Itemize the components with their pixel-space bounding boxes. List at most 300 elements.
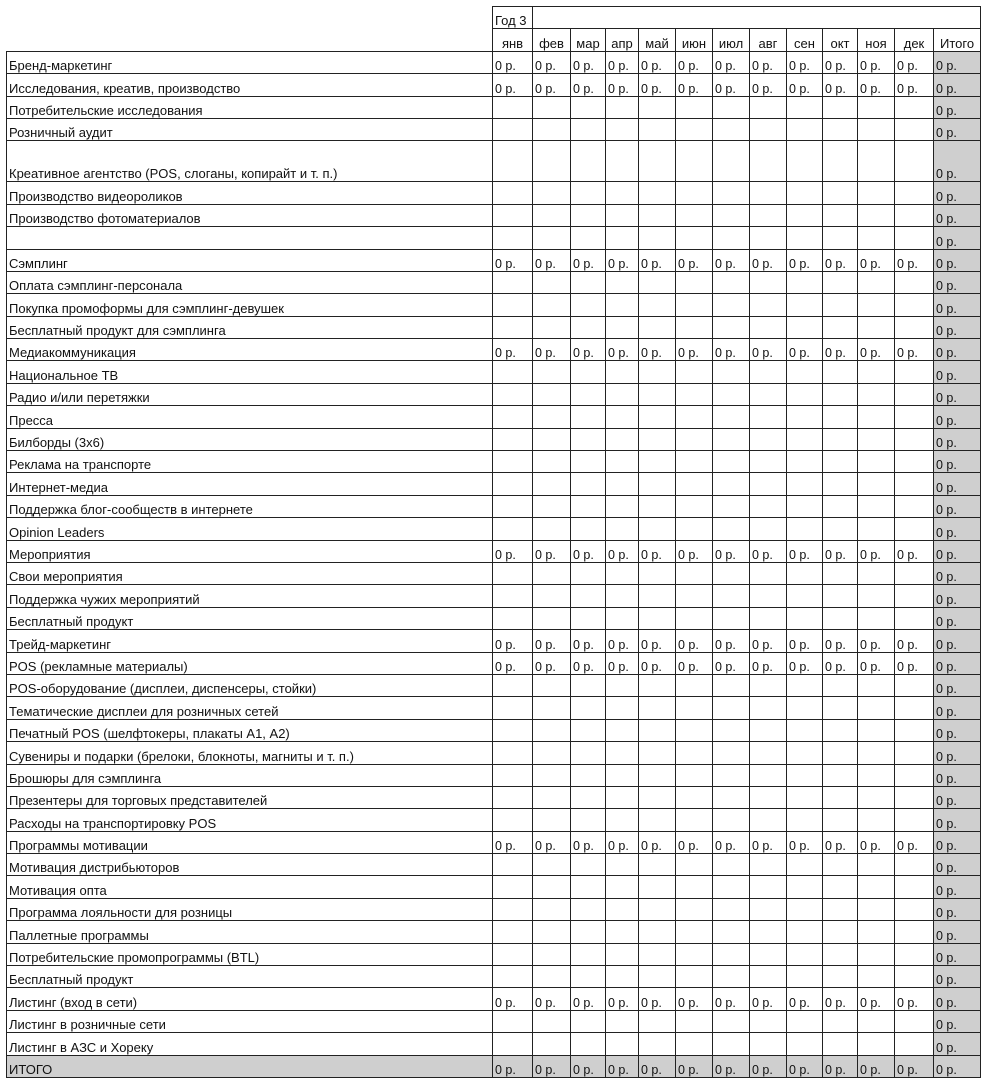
month-value [533,585,571,607]
month-value [493,854,533,876]
month-value [787,719,823,741]
month-value [895,562,934,584]
month-value [606,271,639,293]
month-value: 0 р. [533,1055,571,1077]
month-value: 0 р. [571,988,606,1010]
month-value [493,898,533,920]
row-total: 0 р. [934,764,981,786]
row-total: 0 р. [934,1010,981,1032]
month-value [858,854,895,876]
row-total: 0 р. [934,383,981,405]
month-value [823,1010,858,1032]
month-value [639,719,676,741]
month-value [858,227,895,249]
month-value: 0 р. [606,249,639,271]
table-row [7,742,981,764]
month-value: 0 р. [895,831,934,853]
month-value: 0 р. [493,1055,533,1077]
month-value: 0 р. [787,1055,823,1077]
month-value [493,697,533,719]
month-value [676,786,713,808]
month-value: 0 р. [606,540,639,562]
month-value [493,562,533,584]
month-value [676,96,713,118]
month-value [713,898,750,920]
month-value [895,674,934,696]
row-label: Медиакоммуникация [7,339,493,361]
month-value [493,294,533,316]
month-value [571,674,606,696]
month-value [606,428,639,450]
month-value [606,118,639,140]
month-value [750,227,787,249]
month-value [823,697,858,719]
table-row [7,141,981,182]
month-value [606,473,639,495]
month-value: 0 р. [858,988,895,1010]
month-value [571,383,606,405]
row-label: Билборды (3x6) [7,428,493,450]
table-row [7,51,981,73]
month-value [639,495,676,517]
month-value [571,876,606,898]
row-label: Производство видеороликов [7,182,493,204]
row-total: 0 р. [934,204,981,226]
month-value [858,473,895,495]
month-value [676,118,713,140]
month-value: 0 р. [639,540,676,562]
table-row [7,383,981,405]
month-value [606,876,639,898]
month-value [858,943,895,965]
row-label: Мероприятия [7,540,493,562]
row-label: Потребительские исследования [7,96,493,118]
month-value [895,809,934,831]
month-value [533,607,571,629]
month-value [750,141,787,182]
row-label: Поддержка блог-сообществ в интернете [7,495,493,517]
month-value [571,809,606,831]
row-label: POS-оборудование (дисплеи, диспенсеры, стойки) [7,674,493,696]
row-label: Покупка промоформы для сэмплинг-девушек [7,294,493,316]
month-value: 0 р. [713,630,750,652]
month-value [858,451,895,473]
month-value [823,118,858,140]
month-value [571,786,606,808]
month-value [493,674,533,696]
row-label: Интернет-медиа [7,473,493,495]
month-value [895,966,934,988]
row-label: Брошюры для сэмплинга [7,764,493,786]
month-value [493,451,533,473]
month-value [533,697,571,719]
month-value: 0 р. [787,339,823,361]
row-total: 0 р. [934,428,981,450]
month-value: 0 р. [787,988,823,1010]
month-value [533,473,571,495]
month-value [787,607,823,629]
month-value: 0 р. [895,652,934,674]
month-value [606,607,639,629]
month-value [676,854,713,876]
month-value [750,898,787,920]
month-value: 0 р. [713,988,750,1010]
month-value: 0 р. [639,51,676,73]
row-total: 0 р. [934,141,981,182]
month-value [895,764,934,786]
month-value [713,1010,750,1032]
row-label: Креативное агентство (POS, слоганы, копирайт и т. п.) [7,141,493,182]
month-value [533,96,571,118]
month-value: 0 р. [493,652,533,674]
row-label: Трейд-маркетинг [7,630,493,652]
month-value [713,1033,750,1055]
table-row [7,74,981,96]
month-value [858,1010,895,1032]
month-value: 0 р. [895,74,934,96]
month-value [895,294,934,316]
month-value [639,316,676,338]
month-value: 0 р. [858,630,895,652]
table-row [7,294,981,316]
row-total: 0 р. [934,921,981,943]
month-value: 0 р. [493,74,533,96]
month-value [858,182,895,204]
table-row [7,562,981,584]
table-row [7,1033,981,1055]
month-value [858,921,895,943]
month-value [895,921,934,943]
row-total: 0 р. [934,361,981,383]
month-value [713,921,750,943]
month-value [639,854,676,876]
month-value [750,943,787,965]
month-value [676,921,713,943]
month-value: 0 р. [750,652,787,674]
month-value [493,495,533,517]
month-value [493,809,533,831]
table-row [7,406,981,428]
month-value [713,294,750,316]
row-label: Печатный POS (шелфтокеры, плакаты А1, А2) [7,719,493,741]
row-total: 0 р. [934,898,981,920]
month-value [639,585,676,607]
month-value [533,921,571,943]
month-value [750,182,787,204]
month-value [571,697,606,719]
month-value: 0 р. [571,630,606,652]
row-total: 0 р. [934,316,981,338]
month-value [639,1033,676,1055]
row-label: Листинг в АЗС и Хореку [7,1033,493,1055]
row-label: Бесплатный продукт [7,966,493,988]
row-total: 0 р. [934,339,981,361]
month-value [858,383,895,405]
month-value [823,518,858,540]
month-value [533,966,571,988]
month-value [787,383,823,405]
month-value [895,361,934,383]
month-value: 0 р. [606,339,639,361]
month-value [571,316,606,338]
month-value [858,697,895,719]
month-value [571,898,606,920]
table-row [7,809,981,831]
table-row [7,495,981,517]
month-value [895,118,934,140]
month-value [858,742,895,764]
row-total: 0 р. [934,96,981,118]
row-total: 0 р. [934,831,981,853]
month-value [571,742,606,764]
month-value [493,966,533,988]
month-value [533,898,571,920]
row-label: Сувениры и подарки (брелоки, блокноты, магниты и т. п.) [7,742,493,764]
month-value [571,607,606,629]
month-value [676,406,713,428]
month-value: 0 р. [639,988,676,1010]
month-value [676,966,713,988]
month-value [676,361,713,383]
month-value [750,674,787,696]
month-value [676,742,713,764]
month-value [823,674,858,696]
month-value [571,141,606,182]
table-row [7,898,981,920]
month-value: 0 р. [858,1055,895,1077]
month-value [895,451,934,473]
month-value [533,406,571,428]
month-value [750,1010,787,1032]
month-value: 0 р. [571,51,606,73]
month-value [858,764,895,786]
month-value: 0 р. [895,51,934,73]
year-header-row [7,7,981,29]
month-value [533,1033,571,1055]
row-label: Бренд-маркетинг [7,51,493,73]
month-value [895,898,934,920]
month-value [571,294,606,316]
month-value [750,607,787,629]
table-row [7,339,981,361]
month-value [787,294,823,316]
month-value [895,719,934,741]
month-value [639,674,676,696]
month-value [823,141,858,182]
month-value [858,96,895,118]
month-value: 0 р. [895,630,934,652]
month-value [858,118,895,140]
row-label: Программы мотивации [7,831,493,853]
month-value [493,876,533,898]
month-value [823,809,858,831]
month-value: 0 р. [750,831,787,853]
month-value [713,943,750,965]
month-value [858,876,895,898]
month-value [533,943,571,965]
month-value [606,518,639,540]
month-value [606,898,639,920]
table-row [7,630,981,652]
row-label: Мотивация опта [7,876,493,898]
month-header: июн [676,29,713,51]
month-value [493,473,533,495]
table-row [7,518,981,540]
month-value [606,451,639,473]
month-value [571,854,606,876]
month-value [823,383,858,405]
month-value [823,898,858,920]
month-value: 0 р. [713,51,750,73]
month-value [823,361,858,383]
month-value [713,406,750,428]
month-value [676,943,713,965]
row-label: Презентеры для торговых представителей [7,786,493,808]
month-value [713,585,750,607]
month-value [787,943,823,965]
row-label: Программа лояльности для розницы [7,898,493,920]
month-value [823,495,858,517]
month-value [713,876,750,898]
month-value [639,428,676,450]
month-value [639,204,676,226]
month-value: 0 р. [713,831,750,853]
month-value [787,876,823,898]
month-value [533,742,571,764]
row-label: Opinion Leaders [7,518,493,540]
row-label: Радио и/или перетяжки [7,383,493,405]
row-label: POS (рекламные материалы) [7,652,493,674]
month-value: 0 р. [639,1055,676,1077]
month-value [895,742,934,764]
total-header: Итого [934,29,981,51]
month-value [823,854,858,876]
month-value [750,271,787,293]
month-value [639,876,676,898]
month-value: 0 р. [713,540,750,562]
row-label: Бесплатный продукт для сэмплинга [7,316,493,338]
month-value: 0 р. [676,652,713,674]
month-value [533,361,571,383]
table-row [7,585,981,607]
month-value: 0 р. [713,249,750,271]
month-value: 0 р. [750,339,787,361]
month-value [713,361,750,383]
month-value: 0 р. [639,339,676,361]
month-value [895,1010,934,1032]
row-total: 0 р. [934,697,981,719]
month-value [493,921,533,943]
month-value [639,518,676,540]
month-value: 0 р. [533,74,571,96]
month-value: 0 р. [823,988,858,1010]
table-row [7,831,981,853]
month-value [750,495,787,517]
month-value: 0 р. [493,630,533,652]
month-value [823,719,858,741]
month-value [895,876,934,898]
row-label: Пресса [7,406,493,428]
month-value [787,316,823,338]
month-value [676,809,713,831]
header-blank [7,7,493,29]
month-value [533,451,571,473]
month-value [606,1033,639,1055]
month-value [606,141,639,182]
row-total: 0 р. [934,854,981,876]
month-value [895,141,934,182]
month-value [713,182,750,204]
month-value: 0 р. [533,51,571,73]
row-total: 0 р. [934,294,981,316]
month-value [787,96,823,118]
month-value [750,473,787,495]
month-value [571,451,606,473]
month-value: 0 р. [787,652,823,674]
row-total: 0 р. [934,809,981,831]
month-value [493,1010,533,1032]
row-total: 0 р. [934,518,981,540]
month-value: 0 р. [895,1055,934,1077]
month-value [639,898,676,920]
month-value [787,141,823,182]
month-value [895,607,934,629]
month-value: 0 р. [787,249,823,271]
year-span [533,7,981,29]
month-value [639,227,676,249]
month-value [676,876,713,898]
table-row [7,719,981,741]
month-value [895,406,934,428]
month-value: 0 р. [823,74,858,96]
month-value: 0 р. [858,831,895,853]
month-value [858,898,895,920]
month-value [571,719,606,741]
row-label: Тематические дисплеи для розничных сетей [7,697,493,719]
row-label: Сэмплинг [7,249,493,271]
month-value [676,585,713,607]
month-value [787,898,823,920]
row-total: 0 р. [934,674,981,696]
month-value [606,361,639,383]
month-value [787,428,823,450]
month-value [639,383,676,405]
month-value [787,764,823,786]
month-value [713,697,750,719]
month-value [606,966,639,988]
month-value: 0 р. [571,339,606,361]
month-value [571,271,606,293]
row-total: 0 р. [934,1033,981,1055]
month-value [895,316,934,338]
row-total: 0 р. [934,630,981,652]
table-row [7,451,981,473]
row-total: 0 р. [934,876,981,898]
month-value [639,473,676,495]
month-value: 0 р. [750,540,787,562]
month-value [639,118,676,140]
month-value: 0 р. [571,74,606,96]
month-value [895,96,934,118]
row-label [7,227,493,249]
month-value [858,518,895,540]
month-value [676,719,713,741]
month-value [787,182,823,204]
month-value [750,854,787,876]
grand-total-row [7,1055,981,1077]
month-value: 0 р. [493,51,533,73]
month-value [676,518,713,540]
